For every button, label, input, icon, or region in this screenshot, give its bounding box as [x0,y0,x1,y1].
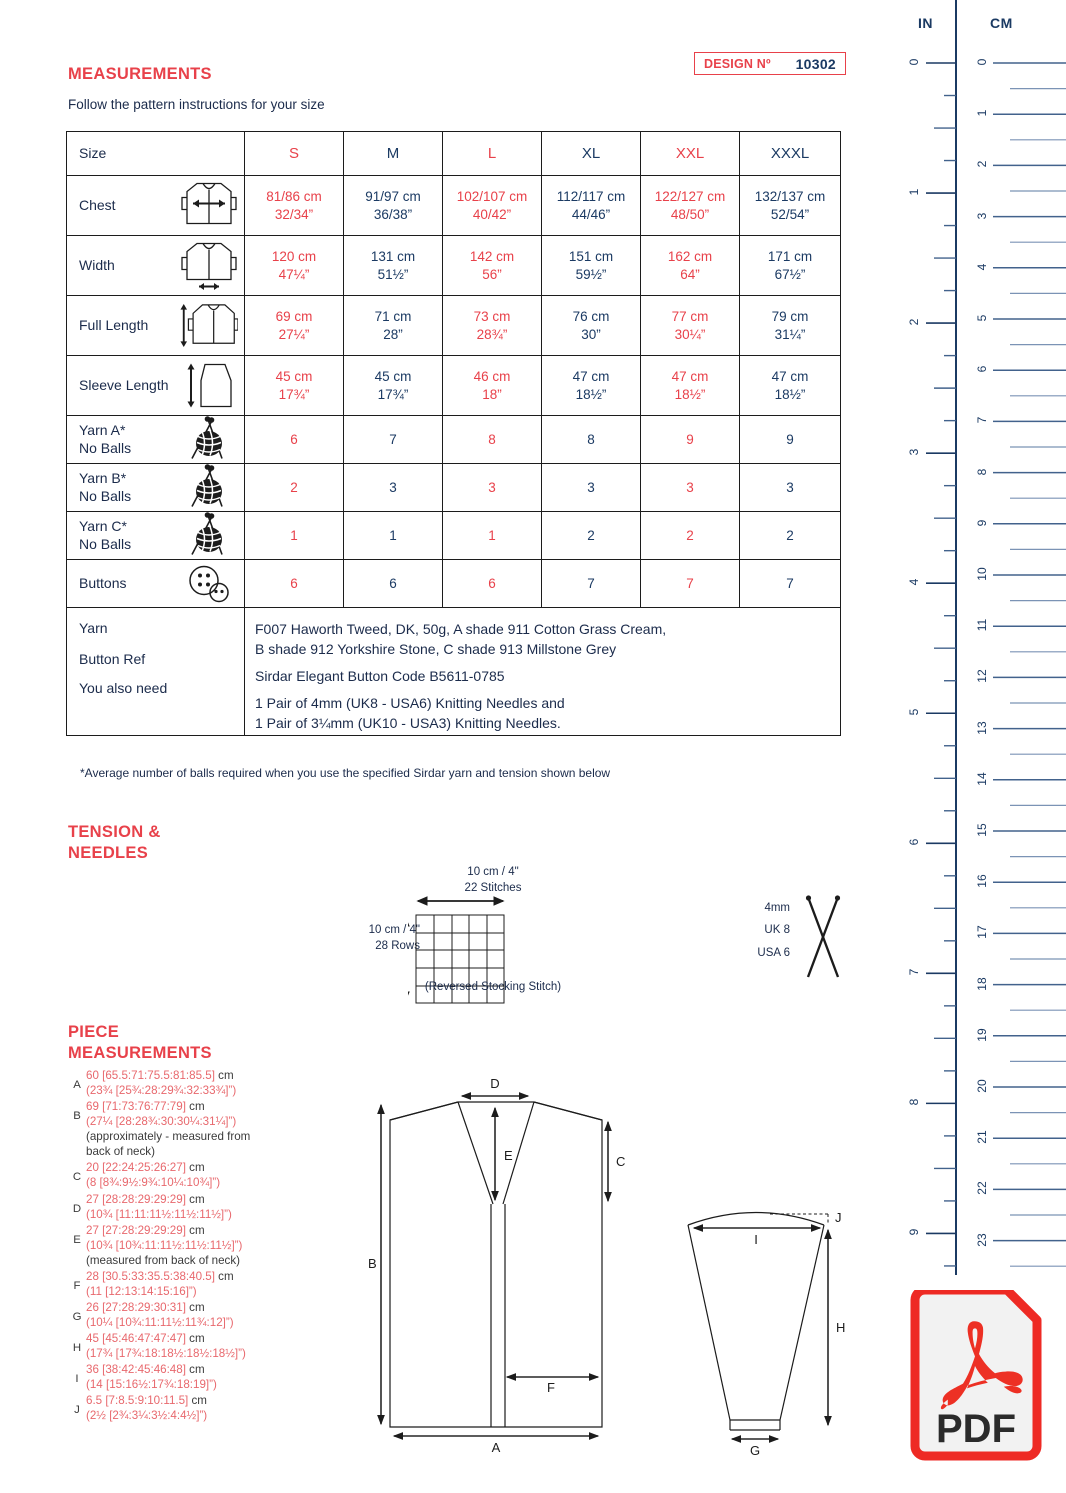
row-label-text: Full Length [79,316,149,333]
yarn-label: Yarn [79,620,108,636]
value-cm: 2 [290,479,298,495]
value-inches: 52/54” [770,206,810,222]
piece-value-cm: 26 [27:28:29:30:31] cm [86,1300,205,1314]
value-inches: 56” [482,266,502,282]
measurement-cell [245,464,344,512]
pdf-download-icon[interactable] [903,1290,1049,1466]
size-column-header: L [443,132,542,176]
piece-measurement-item [68,1331,323,1361]
value-cm: 3 [686,479,694,495]
value-cm: 9 [786,431,794,447]
piece-note: (approximately - measured from back of neck) [86,1130,251,1159]
piece-value-cm: 45 [45:46:47:47:47] cm [86,1332,205,1346]
value-cm: 2 [786,527,794,543]
value-inches: 17¾” [278,386,310,402]
piece-value-inches: (8 [8¾:9½:9¾:10¼:10¾]”) [86,1176,221,1190]
body-schematic-diagram [352,1072,652,1462]
measurement-cell [641,560,740,608]
value-inches: 18½” [575,386,607,402]
measurement-cell [740,296,841,356]
ruler-cm-tick-label: 13 [975,720,989,735]
value-cm: 3 [587,479,595,495]
piece-values [86,1160,323,1190]
piece-value-inches: (11 [12:13:14:15:16]”) [86,1284,197,1298]
row-label-text: Yarn A* No Balls [79,421,132,456]
measurement-cell [344,236,443,296]
row-label [67,512,245,560]
ruler-inch-tick-label: 6 [907,838,921,846]
value-cm: 132/137 cm [754,189,826,205]
size-row-label: Size [67,132,245,176]
piece-values [86,1269,323,1299]
button-ref-label: Button Ref [79,650,146,667]
table-row [67,176,841,236]
schematic-label-G: G [749,1443,761,1458]
size-column-header: XXXL [740,132,841,176]
table-row [67,560,841,608]
piece-values [86,1331,323,1361]
row-label [67,464,245,512]
row-label [67,356,245,416]
piece-values [86,1099,323,1159]
needle-mm-label: 4mm [764,902,790,914]
schematic-label-F: F [547,1380,555,1395]
value-cm: 45 cm [275,369,313,385]
ruler-cm-tick-label: 3 [975,212,989,219]
tension-diagram [330,865,850,1005]
value-cm: 47 cm [572,369,610,385]
value-inches: 30¼” [674,326,706,342]
piece-measurement-item [68,1160,323,1190]
needles-value: 1 Pair of 4mm (UK8 - USA6) Knitting Needles and 1 Pair of 3¼mm (UK10 - USA3) Knitting Needles. [255,694,565,731]
you-also-need-label: You also need [79,679,168,696]
value-inches: 67½” [774,266,806,282]
row-label-text: Chest [79,196,116,213]
table-row [67,236,841,296]
measurement-cell [344,560,443,608]
piece-note: (measured from back of neck) [86,1253,240,1267]
measurement-cell [245,176,344,236]
value-inches: 48/50” [670,206,710,222]
ruler-cm-tick-label: 23 [975,1232,989,1247]
table-row [67,416,841,464]
value-cm: 7 [389,431,397,447]
value-inches: 59½” [575,266,607,282]
value-inches: 47¼” [278,266,310,282]
measurement-cell [740,236,841,296]
value-cm: 6 [389,575,397,591]
piece-key: F [73,1279,81,1292]
piece-measurement-item [68,1269,323,1299]
measurement-cell [542,296,641,356]
value-cm: 2 [686,527,694,543]
schematic-label-C: C [616,1154,626,1169]
ruler-cm-tick-label: 11 [975,618,989,632]
measurement-cell [740,176,841,236]
piece-key: G [72,1310,82,1323]
value-inches: 31¼” [774,326,806,342]
value-inches: 18” [482,386,502,402]
piece-values [86,1068,323,1098]
measurement-cell [542,464,641,512]
value-inches: 28¾” [476,326,508,342]
pdf-icon-label: PDF [936,1407,1016,1451]
value-inches: 27¼” [278,326,310,342]
ruler-cm-tick-label: 9 [975,519,989,527]
measurement-cell [245,296,344,356]
row-label [67,176,245,236]
measurement-cell [641,296,740,356]
ruler-inch-tick-label: 7 [907,968,921,976]
value-cm: 81/86 cm [266,189,322,205]
ruler-inch-tick-label: 9 [907,1229,921,1236]
piece-value-cm: 36 [38:42:45:46:48] cm [86,1363,205,1377]
value-cm: 7 [686,575,694,591]
measurements-table [66,131,841,736]
value-cm: 3 [786,479,794,495]
piece-value-inches: (27¼ [28:28¾:30:30¼:31¼]”) [86,1115,237,1129]
ruler-cm-tick-label: 7 [975,417,989,424]
piece-value-inches: (2½ [2¾:3¼:3½:4:4½]”) [86,1409,208,1423]
yarn-ball-icon [180,512,238,559]
row-label-text: Sleeve Length [79,376,169,393]
value-inches: 64” [680,266,700,282]
design-number-label: DESIGN Nº [704,56,771,71]
table-row [67,296,841,356]
piece-measurement-item [68,1362,323,1392]
ruler-cm-tick-label: 2 [975,161,989,168]
value-cm: 6 [290,431,298,447]
row-label-text: Yarn C* No Balls [79,517,132,552]
page-title: MEASUREMENTS [68,65,212,83]
schematic-label-H: H [836,1320,846,1335]
measurement-cell [443,176,542,236]
value-cm: 162 cm [667,249,713,265]
measurement-cell [542,416,641,464]
value-inches: 18½” [674,386,706,402]
garment-chest-icon [180,176,238,235]
value-cm: 76 cm [572,309,610,325]
piece-values [86,1192,323,1222]
measurement-cell [443,296,542,356]
sleeve-icon [180,356,238,415]
piece-key: A [73,1079,81,1091]
needle-usa-label: USA 6 [757,946,790,959]
piece-value-cm: 6.5 [7:8.5:9:10:11.5] cm [86,1394,207,1408]
measurement-cell [641,236,740,296]
measurement-cell [740,560,841,608]
value-cm: 2 [587,527,595,543]
value-cm: 47 cm [671,369,709,385]
value-cm: 1 [488,527,496,543]
tension-rows-label: 10 cm / 4" 28 Rows [368,924,420,952]
measurement-cell [542,236,641,296]
value-inches: 18½” [774,386,806,402]
ruler-cm-tick-label: 20 [975,1079,989,1093]
piece-values [86,1223,323,1268]
tension-swatch-icon [408,889,608,1019]
value-inches: 28” [383,326,403,342]
piece-value-cm: 60 [65.5:71:75.5:81:85.5] cm [86,1069,234,1082]
value-cm: 8 [587,431,595,447]
ruler-cm-tick-label: 22 [975,1181,989,1196]
ruler [890,0,1066,1290]
schematic-label-I: I [754,1232,758,1247]
value-cm: 151 cm [568,249,614,265]
value-cm: 45 cm [374,369,412,385]
measurement-cell [443,236,542,296]
ruler-cm-tick-label: 16 [975,874,989,888]
garment-length-icon [180,296,238,355]
row-label [67,236,245,296]
piece-measurement-item [68,1300,323,1330]
piece-measurement-item [68,1223,323,1268]
buttons-icon [180,560,238,607]
row-label [67,416,245,464]
measurement-cell [344,356,443,416]
measurement-cell [641,416,740,464]
measurement-cell [542,512,641,560]
measurement-cell [443,356,542,416]
value-cm: 7 [587,575,595,591]
yarn-ball-icon [180,464,238,511]
tension-stitches-label: 10 cm / 4" 22 Stitches [464,866,522,894]
measurement-cell [641,512,740,560]
table-footnote: *Average number of balls required when you use the specified Sirdar yarn and tension shown below [80,766,611,780]
piece-key: C [72,1171,82,1184]
table-row [67,356,841,416]
measurement-cell [740,464,841,512]
value-cm: 122/127 cm [654,189,726,205]
schematic-label-D: D [490,1076,500,1091]
garment-width-icon [180,236,238,295]
piece-value-inches: (10¼ [10¾:11:11½:11¾:12]”) [86,1316,234,1329]
measurement-cell [245,512,344,560]
schematic-label-J: J [835,1210,842,1225]
piece-value-cm: 27 [27:28:29:29:29] cm [86,1223,205,1237]
value-cm: 73 cm [473,309,511,325]
measurement-cell [542,356,641,416]
piece-values [86,1300,323,1330]
design-number-value: 10302 [795,55,836,72]
table-row [67,512,841,560]
value-inches: 17¾” [377,386,409,402]
measurement-cell [641,356,740,416]
piece-measurements-list [68,1068,323,1424]
value-cm: 3 [389,479,397,495]
piece-value-inches: (10¾ [10¾:11:11½:11½:11½]”) [86,1238,243,1252]
ruler-cm-tick-label: 1 [975,109,989,117]
needle-size-labels [728,897,790,964]
measurement-cell [740,416,841,464]
measurement-cell [344,464,443,512]
measurement-cell [344,176,443,236]
measurement-cell [443,512,542,560]
measurement-cell [443,416,542,464]
size-column-header: S [245,132,344,176]
piece-values [86,1362,323,1392]
value-inches: 40/42” [472,206,512,222]
ruler-cm-tick-label: 19 [975,1028,989,1042]
page-subtitle: Follow the pattern instructions for your size [68,97,325,112]
value-cm: 3 [488,479,496,495]
size-column-header: XXL [641,132,740,176]
button-ref-value: Sirdar Elegant Button Code B5611-0785 [255,667,505,684]
row-label [67,560,245,608]
value-cm: 7 [786,575,794,591]
ruler-cm-tick-label: 18 [975,976,989,991]
piece-value-cm: 27 [28:28:29:29:29] cm [86,1192,205,1206]
yarn-value: F007 Haworth Tweed, DK, 50g, A shade 911 Cotton Grass Cream, B shade 912 Yorkshire Stone, C shade 913 Millstone Grey [255,621,667,657]
piece-measurement-item [68,1192,323,1222]
schematic-label-B: B [368,1256,377,1271]
measurement-cell [245,560,344,608]
value-cm: 6 [488,575,496,591]
ruler-cm-tick-label: 8 [975,468,989,475]
value-cm: 8 [488,431,496,447]
value-inches: 51½” [377,266,409,282]
ruler-cm-header: CM [990,15,1013,31]
yarn-info-labels [67,608,245,736]
size-column-header: M [344,132,443,176]
value-cm: 47 cm [771,369,809,385]
ruler-cm-tick-label: 15 [975,823,989,837]
piece-value-inches: (23¾ [25¾:28:29¾:32:33¾]”) [86,1084,237,1098]
measurement-cell [443,560,542,608]
design-number-badge [694,52,846,75]
measurement-cell [740,356,841,416]
value-cm: 71 cm [374,309,412,325]
yarn-ball-icon [180,416,238,463]
value-cm: 77 cm [671,309,709,325]
row-label [67,296,245,356]
ruler-cm-tick-label: 4 [975,263,989,271]
piece-key: J [74,1404,80,1417]
piece-key: I [75,1373,79,1386]
value-cm: 171 cm [767,249,813,265]
yarn-info-row [67,608,841,736]
ruler-cm-tick-label: 17 [975,925,989,940]
ruler-cm-tick-label: 12 [975,669,989,684]
piece-key: H [72,1342,82,1355]
measurement-cell [443,464,542,512]
value-cm: 46 cm [473,369,511,385]
value-cm: 91/97 cm [365,189,421,205]
measurement-cell [245,356,344,416]
ruler-inch-tick-label: 2 [907,318,921,326]
tension-caption: (Reversed Stocking Stitch) [424,981,562,993]
ruler-inch-tick-label: 4 [907,578,921,586]
measurement-cell [344,296,443,356]
piece-value-inches: (14 [15:16½:17¾:18:19]”) [86,1378,217,1392]
measurement-cell [641,464,740,512]
piece-value-cm: 20 [22:24:25:26:27] cm [86,1161,205,1175]
row-label-text: Width [79,256,115,273]
ruler-cm-tick-label: 10 [975,567,989,581]
value-cm: 79 cm [771,309,809,325]
measurement-cell [245,236,344,296]
value-cm: 131 cm [370,249,416,265]
row-label-text: Yarn B* No Balls [79,469,132,504]
ruler-cm-tick-label: 5 [975,314,989,322]
schematic-label-E: E [504,1148,513,1163]
piece-measurements-title: PIECE MEASUREMENTS [68,1023,212,1063]
measurement-cell [542,560,641,608]
ruler-inch-tick-label: 1 [907,188,921,196]
piece-key: E [73,1233,81,1246]
value-cm: 102/107 cm [456,189,528,205]
measurement-cell [641,176,740,236]
value-cm: 9 [686,431,694,447]
value-cm: 69 cm [275,309,313,325]
piece-value-inches: (10¾ [11:11:11½:11½:11½]”) [86,1207,232,1221]
ruler-cm-tick-label: 14 [975,772,989,786]
needle-uk-label: UK 8 [764,924,790,937]
piece-measurement-item [68,1068,323,1098]
row-label-text: Buttons [79,574,127,591]
yarn-info-values [245,608,841,736]
value-cm: 1 [290,527,298,543]
piece-value-inches: (17¾ [17¾:18:18½:18½:18½]”) [86,1347,246,1361]
table-row [67,464,841,512]
tension-section-title: TENSION & NEEDLES [68,823,161,863]
value-inches: 44/46” [571,206,611,222]
ruler-cm-tick-label: 6 [975,365,989,373]
measurement-cell [344,416,443,464]
value-cm: 142 cm [469,249,515,265]
measurement-cell [542,176,641,236]
piece-value-cm: 69 [71:73:76:77:79] cm [86,1100,205,1114]
size-column-header: XL [542,132,641,176]
ruler-cm-tick-label: 21 [975,1130,989,1144]
piece-measurement-item [68,1393,323,1423]
ruler-inches-header: IN [918,15,933,31]
sleeve-schematic-diagram [672,1192,872,1462]
value-cm: 1 [389,527,397,543]
value-inches: 36/38” [373,206,413,222]
value-cm: 6 [290,575,298,591]
piece-value-cm: 28 [30.5:33:35.5:38:40.5] cm [86,1269,234,1283]
measurement-cell [344,512,443,560]
value-inches: 32/34” [274,206,314,222]
ruler-inch-tick-label: 0 [907,58,921,66]
ruler-inch-tick-label: 3 [907,448,921,456]
value-inches: 30” [581,326,601,342]
value-cm: 120 cm [271,249,317,265]
piece-measurement-item [68,1099,323,1159]
measurement-cell [740,512,841,560]
ruler-inch-tick-label: 8 [907,1099,921,1106]
table-header-row [67,132,841,176]
piece-key: B [73,1110,81,1123]
measurement-cell [245,416,344,464]
ruler-inch-tick-label: 5 [907,708,921,716]
piece-key: D [72,1202,82,1215]
value-cm: 112/117 cm [556,189,626,205]
piece-values [86,1393,323,1423]
schematic-label-A: A [491,1440,501,1455]
knitting-needles-icon [798,893,858,983]
ruler-cm-tick-label: 0 [975,58,989,66]
